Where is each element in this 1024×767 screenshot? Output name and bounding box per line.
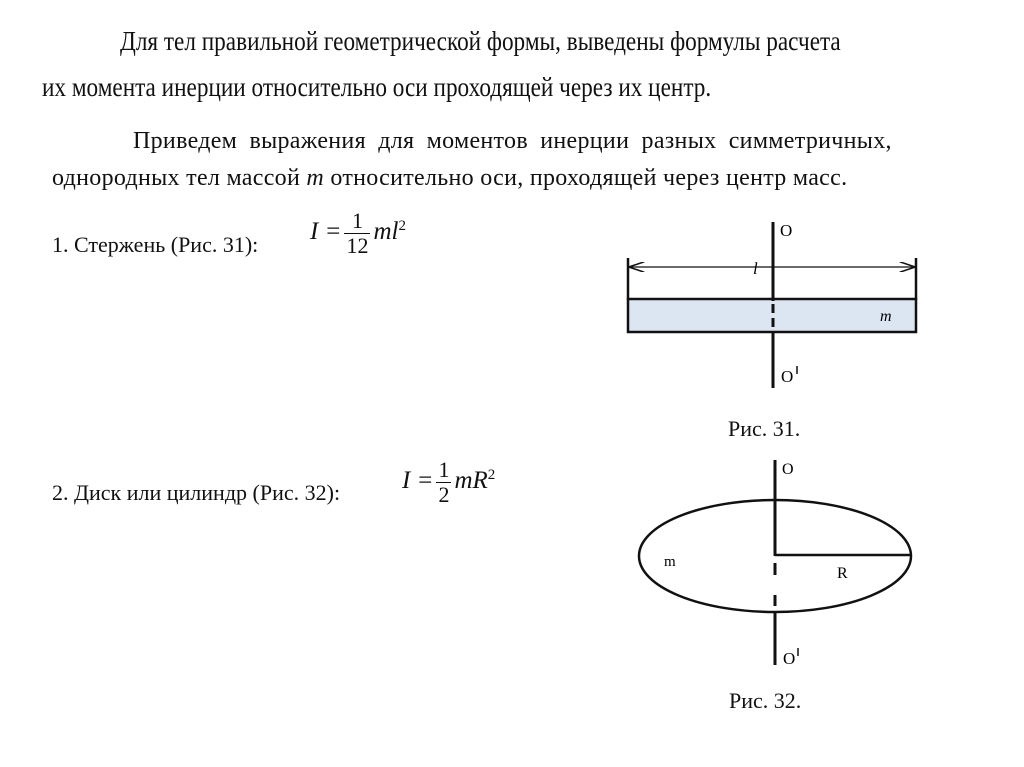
figure-31-caption: Рис. 31. xyxy=(728,416,801,441)
rod-axis-top-label: O xyxy=(780,221,793,240)
formula-disk-rhs: mR xyxy=(454,467,488,495)
disk-radius-label: R xyxy=(837,565,848,582)
formula-disk-lhs: I = xyxy=(402,467,434,495)
formula-disk-numerator: 1 xyxy=(438,457,450,482)
disk-axis-top-label: O xyxy=(782,461,794,478)
formula-disk-denominator: 2 xyxy=(438,482,450,507)
intro-line-1: Приведем выражения для моментов инерции разных симметричных, xyxy=(133,128,892,154)
formula-rod-numerator: 1 xyxy=(351,208,363,233)
item-disk-label: 2. Диск или цилиндр (Рис. 32): xyxy=(52,480,341,505)
intro-text-after: относительно оси, проходящей через центр масс. xyxy=(330,165,848,191)
rod-body xyxy=(628,299,916,332)
formula-rod-rhs: ml xyxy=(373,218,399,246)
formula-disk-exponent: 2 xyxy=(487,466,496,483)
figure-disk-diagram xyxy=(630,455,920,670)
intro-line-2 xyxy=(52,165,847,192)
formula-rod-denominator: 12 xyxy=(346,233,369,258)
formula-rod-exponent: 2 xyxy=(398,217,406,234)
rod-mass-label: m xyxy=(880,308,892,325)
disk-mass-label: m xyxy=(664,554,676,570)
heading-line-2: их момента инерции относительно оси проходящей через их центр. xyxy=(42,72,712,102)
rod-length-label: l xyxy=(753,259,758,278)
figure-rod-diagram xyxy=(600,210,940,400)
formula-rod-lhs: I = xyxy=(310,218,342,246)
heading-line-1: Для тел правильной геометрической формы, выведены формулы расчета xyxy=(120,26,841,56)
disk-axis-bottom-label: O xyxy=(783,649,796,668)
intro-text-before: однородных тел массой xyxy=(52,165,301,191)
formula-rod-fraction xyxy=(344,209,370,258)
figure-32-caption: Рис. 32. xyxy=(729,688,802,713)
rod-axis-bottom-label: O xyxy=(781,367,794,386)
formula-disk xyxy=(402,458,495,507)
formula-disk-fraction xyxy=(436,458,451,507)
item-rod-label: 1. Стержень (Рис. 31): xyxy=(52,232,259,257)
formula-rod xyxy=(310,209,406,258)
intro-mass-variable: m xyxy=(306,165,325,191)
